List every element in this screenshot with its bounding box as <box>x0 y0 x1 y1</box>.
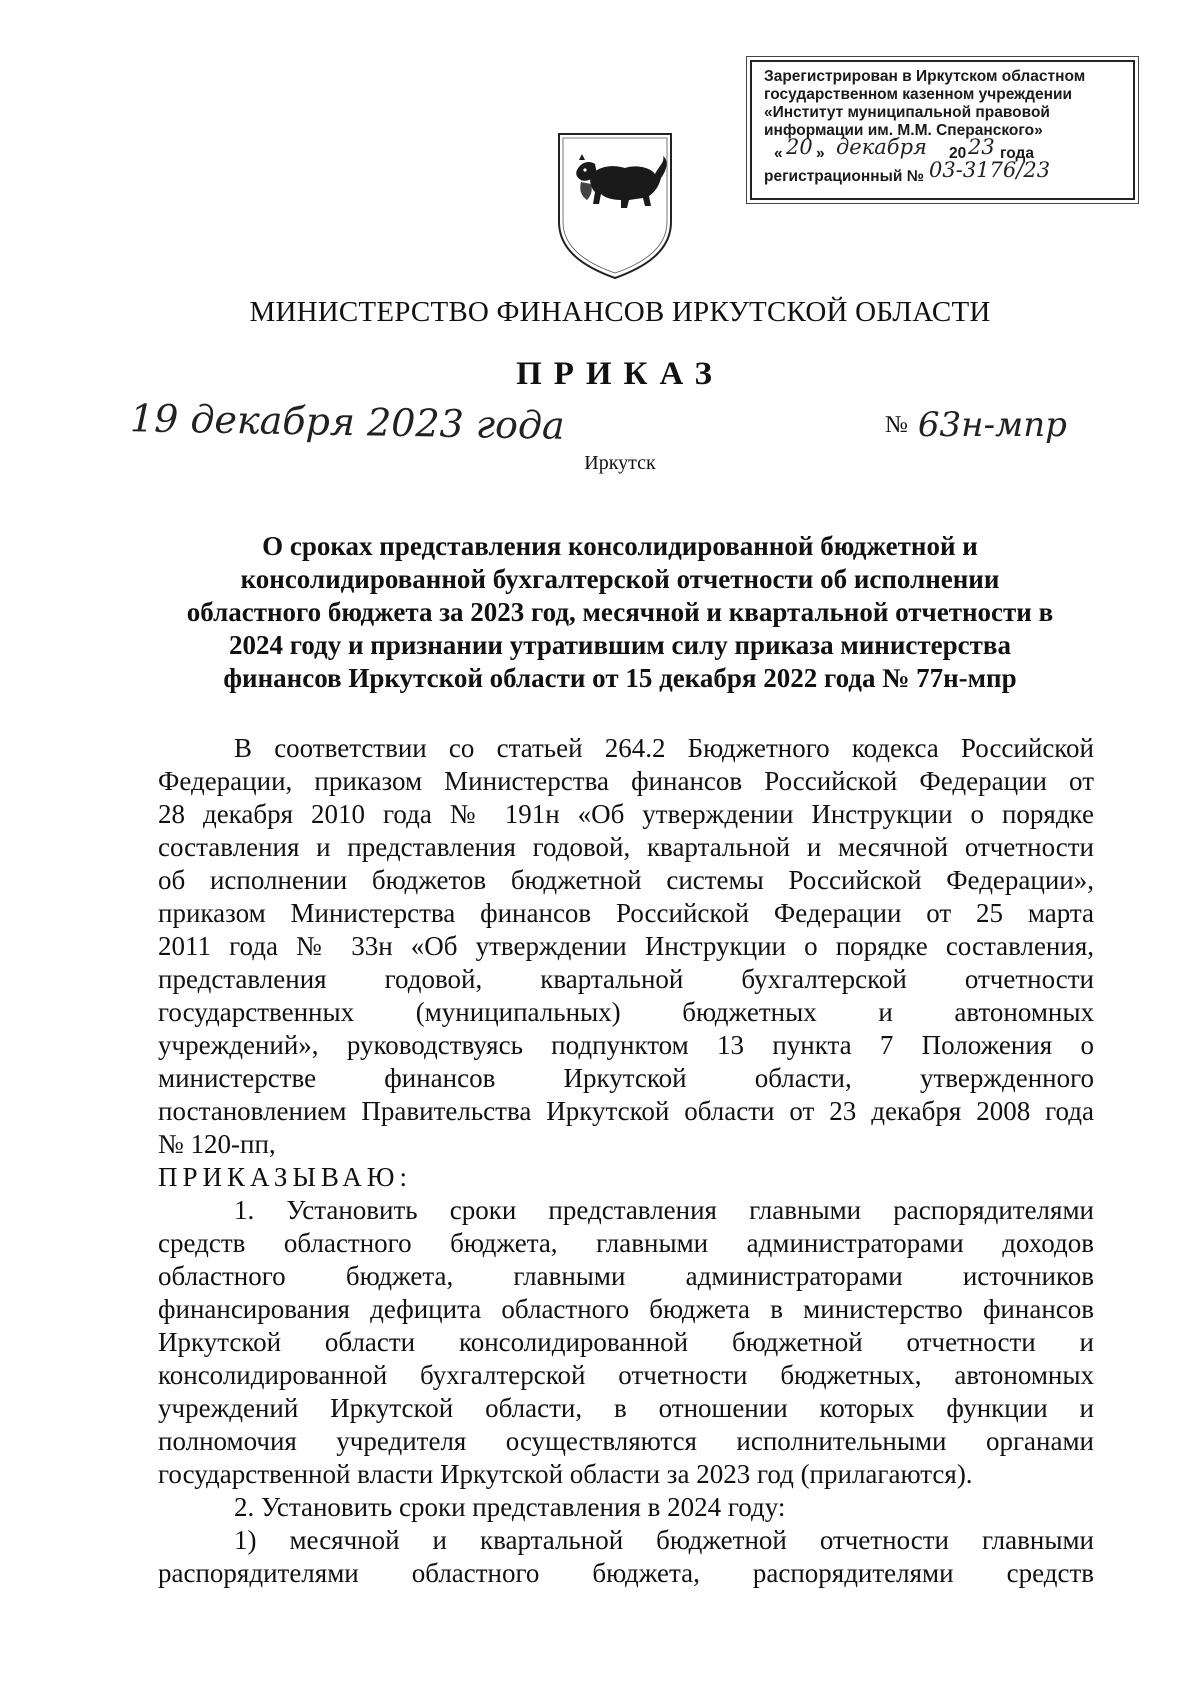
order-heading: ПРИКАЗ <box>516 356 724 392</box>
body-line: учреждений», руководствуясь подпунктом 13 пункта 7 Положения о <box>158 1030 1094 1060</box>
stamp-line-1: Зарегистрирован в Иркутском областном <box>764 68 1086 85</box>
stamp-day-open: « <box>774 145 783 162</box>
stamp-line-4: информации им. М.М. Сперанского» <box>764 122 1043 139</box>
body-line: министерстве финансов Иркутской области, утвержденного <box>158 1063 1094 1093</box>
title-line: 2024 году и признании утратившим силу приказа министерства <box>229 630 1011 660</box>
stamp-line-3: «Институт муниципальной правовой <box>764 104 1050 121</box>
stamp-line-2: государственном казенном учреждении <box>764 86 1073 103</box>
document-title <box>150 530 1090 695</box>
body-line: областного бюджета, главными администраторами источников <box>158 1261 1094 1291</box>
stamp-year-suffix: года <box>1000 145 1034 162</box>
order-number-handwritten: 63н-мпр <box>917 405 1067 445</box>
title-line: областного бюджета за 2023 год, месячной и квартальной отчетности в <box>186 597 1054 627</box>
stamp-day-close: » <box>816 145 825 162</box>
stamp-year-prefix: 20 <box>949 145 967 162</box>
body-line: 1. Установить сроки представления главными распорядителями <box>234 1195 1094 1225</box>
body-line: распорядителями областного бюджета, распорядителями средств <box>158 1558 1094 1588</box>
body-line: консолидированной бухгалтерской отчетности бюджетных, автономных <box>158 1360 1094 1390</box>
title-line: финансов Иркутской области от 15 декабря 2022 года № 77н-мпр <box>223 663 1017 693</box>
body-line: приказом Министерства финансов Российской Федерации от 25 марта <box>158 898 1094 928</box>
ministry-name: МИНИСТЕРСТВО ФИНАНСОВ ИРКУТСКОЙ ОБЛАСТИ <box>249 296 991 328</box>
body-line: 2. Установить сроки представления в 2024 году: <box>234 1492 786 1522</box>
order-date-handwritten: 19 декабря 2023 года <box>129 396 566 448</box>
body-line: В соответствии со статьей 264.2 Бюджетного кодекса Российской <box>234 733 1094 763</box>
body-line: государственной власти Иркутской области за 2023 год (прилагаются). <box>158 1459 973 1489</box>
body-line: 28 декабря 2010 года № 191н «Об утверждении Инструкции о порядке <box>158 799 1094 829</box>
body-line: финансирования дефицита областного бюджета в министерство финансов <box>158 1294 1094 1324</box>
body-line: № 120-пп, <box>158 1129 276 1159</box>
body-line: составления и представления годовой, квартальной и месячной отчетности <box>158 832 1094 862</box>
document-body <box>158 732 1094 1590</box>
body-line: об исполнении бюджетов бюджетной системы Российской Федерации», <box>158 865 1094 895</box>
body-line: 1) месячной и квартальной бюджетной отчетности главными <box>234 1525 1094 1555</box>
title-line: консолидированной бухгалтерской отчетности об исполнении <box>240 564 1000 594</box>
body-line: средств областного бюджета, главными администраторами доходов <box>158 1228 1094 1258</box>
order-directive: ПРИКАЗЫВАЮ: <box>158 1162 412 1192</box>
body-line: государственных (муниципальных) бюджетных и автономных <box>158 997 1094 1027</box>
number-sign: № <box>885 412 908 438</box>
irkutsk-coat-of-arms-icon <box>555 130 675 280</box>
body-line: учреждений Иркутской области, в отношении которых функции и <box>158 1393 1094 1423</box>
body-line: Федерации, приказом Министерства финансов Российской Федерации от <box>158 766 1094 796</box>
stamp-month-handwritten: декабря <box>836 135 927 159</box>
body-line: представления годовой, квартальной бухгалтерской отчетности <box>158 964 1094 994</box>
stamp-reg-number-handwritten: 03-3176/23 <box>929 158 1051 182</box>
stamp-reg-label: регистрационный № <box>764 168 924 185</box>
body-line: постановлением Правительства Иркутской области от 23 декабря 2008 года <box>158 1096 1094 1126</box>
body-line: полномочия учредителя осуществляются исполнительными органами <box>158 1426 1094 1456</box>
stamp-year-handwritten: 23 <box>968 135 995 159</box>
body-line: Иркутской области консолидированной бюджетной отчетности и <box>158 1327 1094 1357</box>
order-number <box>885 405 1067 445</box>
stamp-reg-row <box>764 158 1125 186</box>
body-line: 2011 года № 33н «Об утверждении Инструкции о порядке составления, <box>158 931 1094 961</box>
title-line: О сроках представления консолидированной бюджетной и <box>262 531 978 561</box>
city-name: Иркутск <box>584 452 656 474</box>
stamp-day-handwritten: 20 <box>786 135 813 159</box>
registration-stamp <box>750 60 1135 200</box>
